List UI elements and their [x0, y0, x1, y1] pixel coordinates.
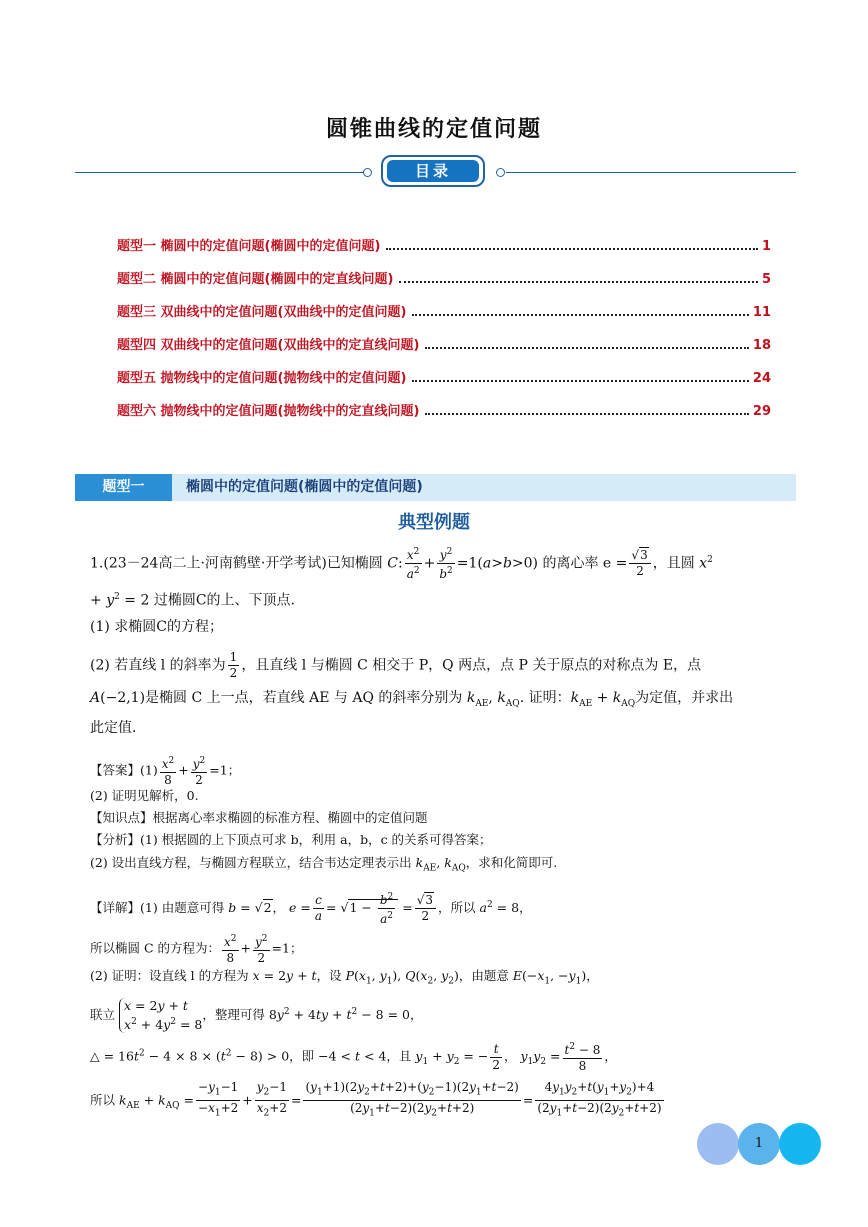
problem-source: (23－24高二上·河南鹤壁·开学考试) [103, 555, 327, 572]
page-number: 1 [754, 1136, 764, 1151]
problem-text: ，且圆 [652, 555, 695, 572]
analysis-text: (2) 设出直线方程，与椭圆方程联立，结合韦达定理表示出 [90, 855, 412, 870]
detail-line-6: 所以 $k_{AE} + k_{AQ}$ = $\frac{-y_1-1}{-x_1+2}$ + $\frac{y_2-1}{x_2+2}$ = $\frac{(y_1+1)(2y_2+t+2)+(y_2-1)(2y_1+t-2)}{(2y_1+t-2)(2y_2+t+2)}$ = $\frac{4y_1y_2+t(y_1+y_2)+4}{(2y_1+t-2)(2y_2+t+2)}$ [90, 1080, 662, 1119]
section-title: 椭圆中的定值问题(椭圆中的定值问题) [186, 479, 423, 495]
toc-leader [399, 280, 758, 283]
analysis-line-2: (2) 设出直线方程，与椭圆方程联立，结合韦达定理表示出 $k_{AE}$, $k_{AQ}$，求和化简即可. [90, 855, 558, 874]
toc-entry-page: 24 [752, 371, 771, 386]
problem-text: 的离心率 [542, 555, 599, 572]
toc-badge-label: 目录 [387, 160, 479, 182]
toc-leader [386, 247, 758, 250]
problem-part-2-cont: A(−2,1)是椭圆 C 上一点，若直线 AE 与 AQ 的斜率分别为 $k_{AE}$, $k_{AQ}$. 证明：$k_{AE} + k_{AQ}$为定值，并求出 [90, 690, 734, 709]
answer-line-2: (2) 证明见解析，0. [90, 788, 199, 803]
answer-line-1: 【答案】(1) $\frac{x^2}{8}$ + $\frac{y^2}{2}$ =1； [90, 756, 241, 787]
toc-entry-page: 11 [752, 305, 771, 320]
detail-text: 联立 [90, 1007, 116, 1023]
toc-divider-dot-left [363, 168, 372, 177]
toc-entry[interactable] [117, 267, 771, 287]
toc-entry[interactable] [117, 300, 771, 320]
problem-part-1: (1) 求椭圆C的方程； [90, 619, 223, 635]
knowledge-point: 【知识点】根据离心率求椭圆的标准方程、椭圆中的定值问题 [90, 810, 428, 825]
toc-entry-page: 18 [752, 338, 771, 353]
detail-text: ，设 [316, 968, 342, 983]
toc-divider-right [506, 172, 796, 173]
toc-entry[interactable] [117, 234, 771, 254]
toc-entry-label: 题型五 抛物线中的定值问题(抛物线中的定值问题) [117, 371, 407, 386]
detail-text: 所以 [90, 1092, 116, 1108]
detail-label: 【详解】 [90, 900, 141, 915]
problem-text: (2) 若直线 l 的斜率为 [90, 657, 226, 674]
page-bubble-right [779, 1123, 821, 1165]
detail-text: 所以椭圆 C 的方程为： [90, 940, 221, 956]
problem-text: ，且直线 l 与椭圆 C 相交于 P，Q 两点，点 P 关于原点的对称点为 E，点 [241, 657, 702, 674]
problem-number: 1. [90, 555, 104, 572]
problem-text: 已知椭圆 [326, 555, 383, 572]
toc-entry-page: 5 [761, 272, 771, 287]
toc-entry-label: 题型六 抛物线中的定值问题(抛物线中的定直线问题) [117, 404, 420, 419]
analysis-line-1: 【分析】(1) 根据圆的上下顶点可求 b，利用 a，b，c 的关系可得答案； [90, 832, 492, 847]
page-bubble-left [697, 1123, 739, 1165]
detail-line-4: 联立 x = 2y + t $x^2 + 4y^2 = 8$，整理可得 $8y^2 + 4ty + t^2 - 8 = 0$， [90, 998, 423, 1033]
toc-entry-label: 题型二 椭圆中的定值问题(椭圆中的定直线问题) [117, 272, 394, 287]
toc-leader [412, 379, 748, 382]
problem-text: 为定值，并求出 [635, 690, 734, 706]
problem-line-1: 1.(23－24高二上·河南鹤壁·开学考试)已知椭圆 C: $\frac{x^2}{a^2}$ + $\frac{y^2}{b^2}$ =1(a>b>0) 的离心率 e = $\frac{√3}{2}$ ，且圆 $x^2$ [90, 547, 713, 581]
problem-line-2: + $y^2 = 2$ 过椭圆C的上、下顶点. [90, 592, 296, 609]
toc-entry[interactable] [117, 366, 771, 386]
detail-text: ，即 [289, 1048, 315, 1064]
toc-badge [381, 155, 485, 187]
answer-label: 【答案】 [90, 762, 141, 778]
toc-entry-label: 题型四 双曲线中的定值问题(双曲线中的定直线问题) [117, 338, 420, 353]
toc-entry-label: 题型一 椭圆中的定值问题(椭圆中的定值问题) [117, 239, 381, 254]
problem-part-2-end: 此定值. [90, 720, 137, 736]
toc-entry-label: 题型三 双曲线中的定值问题(双曲线中的定值问题) [117, 305, 407, 320]
page-bubble-middle [738, 1123, 780, 1165]
detail-text: (1) 由题意可得 [140, 900, 225, 915]
detail-text: (2) 证明：设直线 l 的方程为 [90, 968, 249, 983]
analysis-text: ，求和化简即可. [465, 855, 558, 870]
toc-leader [425, 346, 748, 349]
problem-text: . 证明： [519, 690, 571, 706]
detail-line-1: 【详解】(1) 由题意可得 b = √2， e = $\frac{c}{a}$ = √1 − $\frac{b^2}{a^2}$ = $\frac{√3}{2}$ ，所以 $a^2 = 8$， [90, 892, 532, 926]
section-tag: 题型一 [75, 474, 172, 501]
problem-part-2: (2) 若直线 l 的斜率为 $\frac{1}{2}$ ，且直线 l 与椭圆 C 相交于 P，Q 两点，点 P 关于原点的对称点为 E，点 [90, 650, 702, 680]
detail-line-2: 所以椭圆 C 的方程为： $\frac{x^2}{8}$ + $\frac{y^2}{2}$ =1； [90, 934, 303, 965]
toc-leader [425, 412, 748, 415]
toc-leader [412, 313, 748, 316]
document-title: 圆锥曲线的定值问题 [325, 117, 542, 142]
toc-divider-dot-right [496, 168, 505, 177]
examples-heading: 典型例题 [398, 512, 470, 533]
detail-line-3: (2) 证明：设直线 l 的方程为 x = 2y + t，设 $P(x_1$, $y_1$), $Q(x_2$, $y_2$)，由题意 $E(-x_1$, $-y_1$)， [90, 968, 599, 987]
detail-text: ，所以 [438, 900, 476, 915]
problem-text: 过椭圆C的上、下顶点. [153, 592, 296, 609]
toc-entry[interactable] [117, 333, 771, 353]
section-banner [75, 474, 796, 501]
detail-text: ，且 [386, 1048, 412, 1064]
toc-entry-page: 29 [752, 404, 771, 419]
detail-text: ，整理可得 [202, 1007, 265, 1023]
toc-divider-left [75, 172, 367, 173]
problem-text: 是椭圆 C 上一点，若直线 AE 与 AQ 的斜率分别为 [145, 690, 463, 706]
toc-entry[interactable] [117, 399, 771, 419]
detail-text: ，由题意 [458, 968, 509, 983]
detail-line-5: △ = $16t^2 - 4 \times 8 \times (t^2 - 8) > 0$，即 −4 < t < 4，且 $y_1 + y_2$ = − $\frac{t}{2}$ ， $y_1y_2$ = $\frac{t^2 - 8}{8}$ ， [90, 1041, 617, 1073]
toc-entry-page: 1 [761, 239, 771, 254]
